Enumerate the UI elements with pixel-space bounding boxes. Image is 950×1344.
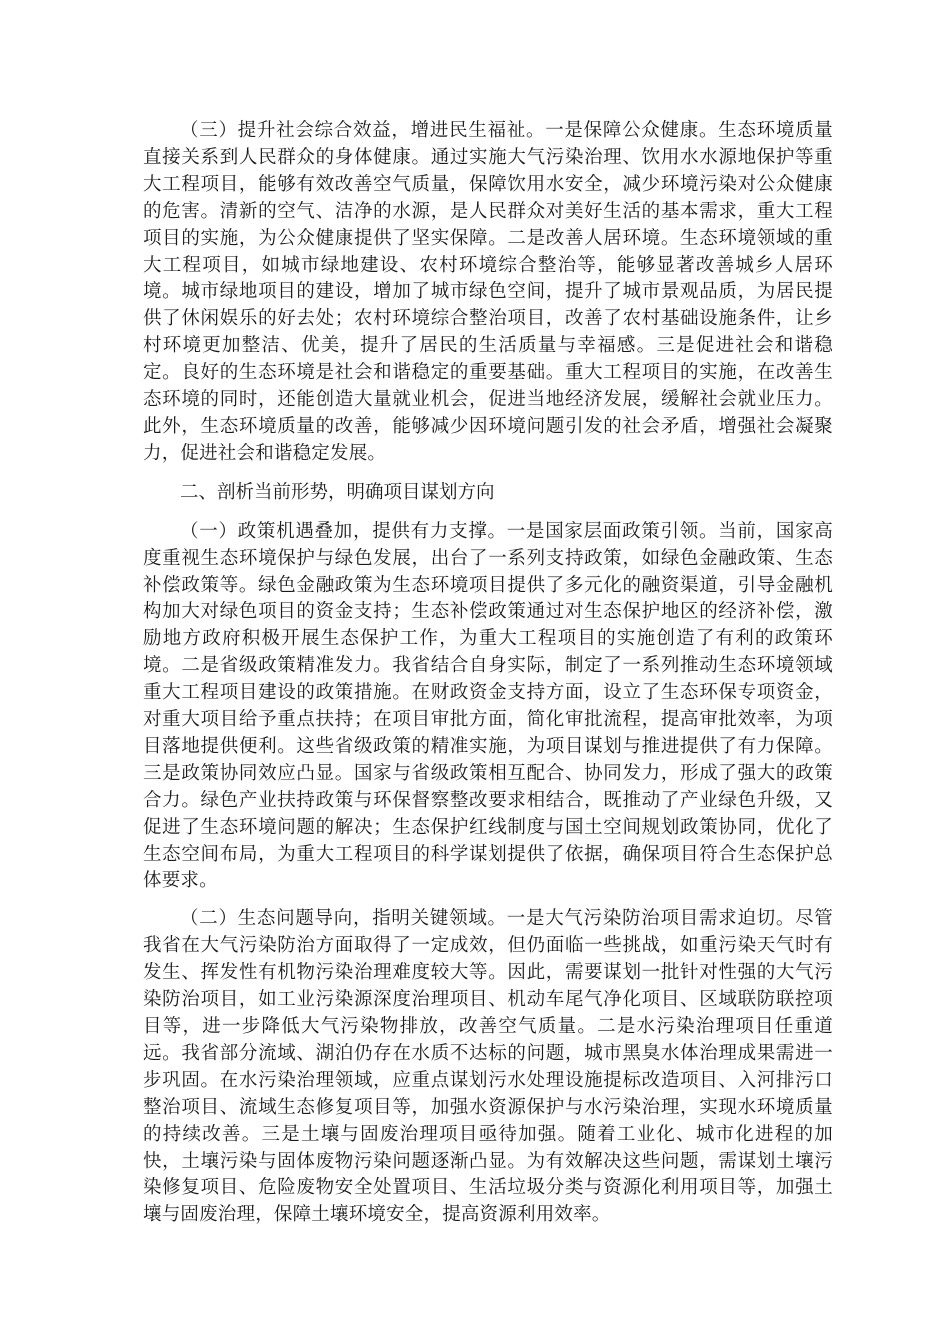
paragraph-policy-opportunities: （一）政策机遇叠加，提供有力支撑。一是国家层面政策引领。当前，国家高度重视生态环境保护与绿色发展，出台了一系列支持政策，如绿色金融政策、生态补偿政策等。绿色金融政策为生态环境项目提供了多元化的融资渠道，引导金融机构加大对绿色项目的资金支持；生态补偿政策通过对生态保护地区的经济补偿，激励地方政府积极开展生态保护工作，为重大工程项目的实施创造了有利的政策环境。二是省级政策精准发力。我省结合自身实际，制定了一系列推动生态环境领域重大工程项目建设的政策措施。在财政资金支持方面，设立了生态环保专项资金，对重大项目给予重点扶持；在项目审批方面，简化审批流程，提高审批效率，为项目落地提供便利。这些省级政策的精准实施，为项目谋划与推进提供了有力保障。三是政策协同效应凸显。国家与省级政策相互配合、协同发力，形成了强大的政策合力。绿色产业扶持政策与环保督察整改要求相结合，既推动了产业绿色升级，又促进了生态环境问题的解决；生态保护红线制度与国土空间规划政策协同，优化了生态空间布局，为重大工程项目的科学谋划提供了依据，确保项目符合生态保护总体要求。 — [143, 520, 833, 892]
document-page — [143, 118, 833, 1229]
paragraph-ecological-problems: （二）生态问题导向，指明关键领域。一是大气污染防治项目需求迫切。尽管我省在大气污染防治方面取得了一定成效，但仍面临一些挑战，如重污染天气时有发生、挥发性有机物污染治理难度较大等。因此，需要谋划一批针对性强的大气污染防治项目，如工业污染源深度治理项目、机动车尾气净化项目、区域联防联控项目等，进一步降低大气污染物排放，改善空气质量。二是水污染治理项目任重道远。我省部分流域、湖泊仍存在水质不达标的问题，城市黑臭水体治理成果需进一步巩固。在水污染治理领域，应重点谋划污水处理设施提标改造项目、入河排污口整治项目、流域生态修复项目等，加强水资源保护与水污染治理，实现水环境质量的持续改善。三是土壤与固废治理项目亟待加强。随着工业化、城市化进程的加快，土壤污染与固体废物污染问题逐渐凸显。为有效解决这些问题，需谋划土壤污染修复项目、危险废物安全处置项目、生活垃圾分类与资源化利用项目等，加强土壤与固废治理，保障土壤环境安全，提高资源利用效率。 — [143, 908, 833, 1226]
paragraph-social-benefits: （三）提升社会综合效益，增进民生福祉。一是保障公众健康。生态环境质量直接关系到人民群众的身体健康。通过实施大气污染治理、饮用水水源地保护等重大工程项目，能够有效改善空气质量，保障饮用水安全，减少环境污染对公众健康的危害。清新的空气、洁净的水源，是人民群众对美好生活的基本需求，重大工程项目的实施，为公众健康提供了坚实保障。二是改善人居环境。生态环境领域的重大工程项目，如城市绿地建设、农村环境综合整治等，能够显著改善城乡人居环境。城市绿地项目的建设，增加了城市绿色空间，提升了城市景观品质，为居民提供了休闲娱乐的好去处；农村环境综合整治项目，改善了农村基础设施条件，让乡村环境更加整洁、优美，提升了居民的生活质量与幸福感。三是促进社会和谐稳定。良好的生态环境是社会和谐稳定的重要基础。重大工程项目的实施，在改善生态环境的同时，还能创造大量就业机会，促进当地经济发展，缓解社会就业压力。此外，生态环境质量的改善，能够减少因环境问题引发的社会矛盾，增强社会凝聚力，促进社会和谐稳定发展。 — [143, 120, 833, 464]
section-heading: 二、剖析当前形势，明确项目谋划方向 — [180, 481, 495, 503]
